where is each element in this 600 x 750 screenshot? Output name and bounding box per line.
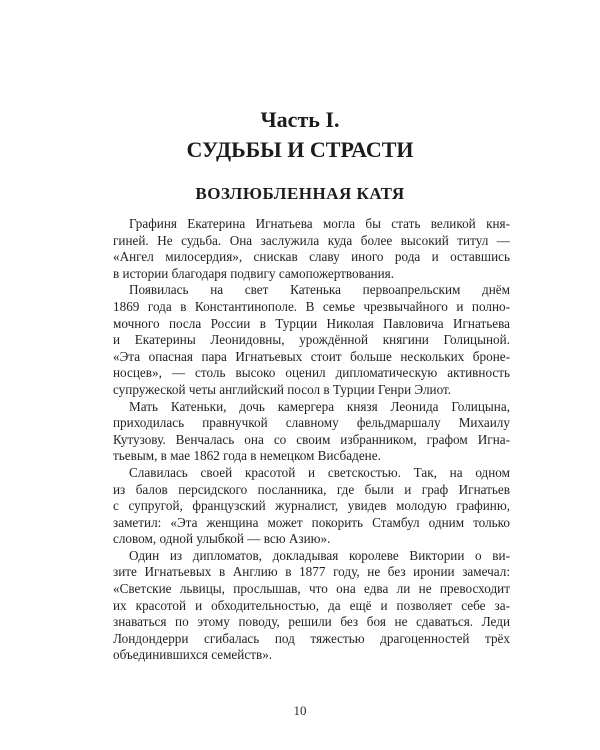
part-title-line2: СУДЬБЫ И СТРАСТИ — [186, 137, 414, 162]
text-line: с супругой, французский журналист, увидев молодую графиню, — [113, 498, 510, 514]
text-line: «Светские львицы, прослышав, что она едва ли не превосходит — [113, 581, 510, 597]
paragraph — [113, 216, 510, 282]
text-line: приходилась правнучкой славному фельдмаршалу Михаилу — [113, 415, 510, 431]
text-line: Мать Катеньки, дочь камергера князя Леонида Голицына, — [129, 398, 510, 414]
text-line: Появилась на свет Катенька первоапрельским днём — [129, 282, 510, 298]
text-line: Лондондерри сгибалась под тяжестью драгоценностей трёх — [113, 630, 510, 646]
text-line: Славилась своей красотой и светскостью. Так, на одном — [129, 464, 510, 480]
text-line: Кутузову. Венчалась она со своим избранником, графом Игна- — [113, 431, 510, 447]
text-line: их красотой и обходительностью, да ещё и позволяет себе за- — [113, 597, 510, 613]
text-line: «Эта опасная пара Игнатьевых стоит больше нескольких броне- — [113, 348, 510, 364]
page-number: 10 — [293, 703, 307, 718]
text-line: в истории благодаря подвигу самопожертвования. — [113, 265, 395, 281]
paragraph — [113, 282, 510, 398]
text-line: словом, одной улыбкой — всю Азию». — [113, 531, 331, 547]
text-line: объединившихся семейств». — [113, 647, 273, 663]
text-line: зите Игнатьевых в Англию в 1877 году, не без иронии замечал: — [113, 564, 510, 580]
text-line: мочного посла России в Турции Николая Павловича Игнатьева — [113, 315, 510, 331]
text-line: Один из дипломатов, докладывая королеве Виктории о ви- — [129, 547, 510, 563]
paragraph — [113, 465, 510, 548]
text-line: гиней. Не судьба. Она заслужила куда более высокий титул — — [113, 232, 510, 248]
part-title-line1: Часть I. — [260, 107, 340, 132]
text-line: супружеской четы английский посол в Турции Генри Элиот. — [113, 381, 452, 397]
paragraph — [113, 399, 510, 465]
text-line: и Екатерины Леонидовны, урождённой княгини Голицыной. — [113, 332, 510, 348]
body-text — [113, 216, 510, 664]
text-line: носцев», — столь высоко оценил дипломатическую активность — [113, 365, 510, 381]
text-line: 1869 года в Константинополе. В семье чрезвычайного и полно- — [113, 298, 510, 314]
chapter-title: ВОЗЛЮБЛЕННАЯ КАТЯ — [195, 184, 405, 203]
text-line: тьевым, в мае 1862 года в немецком Висбадене. — [113, 448, 381, 464]
text-line: Графиня Екатерина Игнатьева могла бы стать великой кня- — [129, 216, 510, 231]
part-title — [0, 105, 600, 165]
text-line: знаваться по этому поводу, решили без боя не сдаваться. Леди — [113, 614, 510, 630]
paragraph — [113, 548, 510, 664]
text-line: заметил: «Эта женщина может покорить Стамбул одним только — [113, 514, 510, 530]
text-line: из балов персидского посланника, где были и граф Игнатьев — [113, 481, 510, 497]
text-line: «Ангел милосердия», снискав славу иного рода и оставшись — [113, 249, 510, 265]
